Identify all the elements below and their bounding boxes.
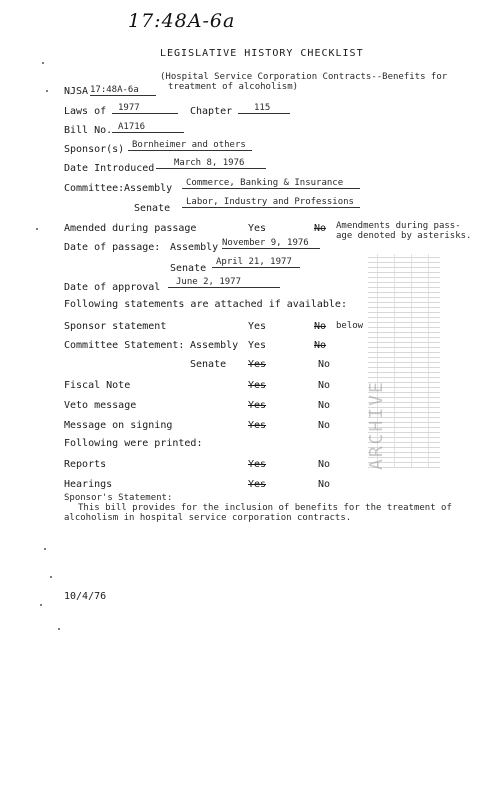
amended-yes: Yes: [248, 223, 267, 234]
hearings-label: Hearings: [64, 479, 113, 490]
reports-label: Reports: [64, 459, 107, 470]
sponsor-value-line: [128, 139, 252, 151]
following-printed-heading: Following were printed:: [64, 438, 203, 449]
committee-statement-senate: Senate: [190, 359, 227, 370]
committee-statement-label: Committee Statement:: [64, 340, 185, 351]
committee-statement-assembly-yes: Yes: [248, 340, 267, 351]
reports-no: No: [318, 459, 331, 470]
committee-senate-value-line: [182, 196, 360, 208]
passage-senate-value-line: [212, 256, 300, 268]
committee-assembly-value: Commerce, Banking & Insurance: [186, 178, 344, 188]
sponsor-statement-line-1: This bill provides for the inclusion of benefits for the treatment of: [78, 503, 452, 513]
committee-statement-senate-no: No: [318, 359, 331, 370]
date-introduced-value-line: [156, 157, 266, 169]
fiscal-note-label: Fiscal Note: [64, 380, 131, 391]
following-attached-heading: Following statements are attached if available:: [64, 299, 347, 310]
description-line-1: (Hospital Service Corporation Contracts--Benefits for: [160, 72, 448, 82]
fiscal-note-yes: Yes: [248, 380, 267, 391]
committee-assembly-value-line: [182, 177, 360, 189]
message-signing-label: Message on signing: [64, 420, 173, 431]
sponsor-statement-note: below: [336, 321, 364, 331]
scan-speck: [58, 628, 60, 630]
scan-speck: [44, 548, 46, 550]
handwritten-statute-number: 17:48A-6a: [128, 10, 236, 32]
faint-stamp-text: ARCHIVE: [366, 380, 387, 470]
veto-message-yes: Yes: [248, 400, 267, 411]
scan-speck: [50, 576, 52, 578]
footer-date: 10/4/76: [64, 591, 107, 602]
njsa-value: 17:48A-6a: [90, 85, 139, 95]
message-signing-no: No: [318, 420, 331, 431]
committee-assembly-label: Assembly: [124, 183, 173, 194]
date-approval-value-line: [168, 276, 280, 288]
passage-assembly-label: Assembly: [170, 242, 219, 253]
passage-assembly-value-line: [222, 237, 320, 249]
passage-senate-label: Senate: [170, 263, 207, 274]
chapter-label: Chapter: [190, 106, 233, 117]
passage-senate-value: April 21, 1977: [216, 257, 292, 267]
sponsor-statement-line-2: alcoholism in hospital service corporation contracts.: [64, 513, 352, 523]
amended-no: No: [314, 223, 327, 234]
bill-no-value-line: [112, 121, 184, 133]
scan-speck: [36, 228, 38, 230]
sponsor-statement-yes: Yes: [248, 321, 267, 332]
sponsor-label: Sponsor(s): [64, 144, 125, 155]
chapter-value-line: [238, 102, 290, 114]
committee-senate-value: Labor, Industry and Professions: [186, 197, 354, 207]
laws-of-value-line: [112, 102, 178, 114]
page-title: LEGISLATIVE HISTORY CHECKLIST: [160, 48, 364, 59]
committee-senate-label: Senate: [134, 203, 171, 214]
message-signing-yes: Yes: [248, 420, 267, 431]
veto-message-label: Veto message: [64, 400, 137, 411]
date-approval-value: June 2, 1977: [176, 277, 242, 287]
date-introduced-label: Date Introduced: [64, 163, 155, 174]
committee-statement-senate-yes: Yes: [248, 359, 267, 370]
njsa-label: NJSA: [64, 86, 89, 97]
sponsor-statement-label: Sponsor statement: [64, 321, 167, 332]
bill-no-value: A1716: [118, 122, 146, 132]
date-introduced-value: March 8, 1976: [174, 158, 245, 168]
laws-of-label: Laws of: [64, 106, 107, 117]
fiscal-note-no: No: [318, 380, 331, 391]
amended-note-line-2: age denoted by asterisks.: [336, 231, 472, 241]
scan-speck: [42, 62, 44, 64]
committee-statement-assembly: Assembly: [190, 340, 239, 351]
laws-of-value: 1977: [118, 103, 140, 113]
njsa-value-line: [90, 84, 156, 96]
amended-label: Amended during passage: [64, 223, 197, 234]
hearings-yes: Yes: [248, 479, 267, 490]
reports-yes: Yes: [248, 459, 267, 470]
amended-note-line-1: Amendments during pass-: [336, 221, 461, 231]
committee-label: Committee:: [64, 183, 125, 194]
passage-assembly-value: November 9, 1976: [222, 238, 309, 248]
sponsor-statement-no: No: [314, 321, 327, 332]
description-line-2: treatment of alcoholism): [168, 82, 299, 92]
chapter-value: 115: [254, 103, 271, 113]
sponsor-statement-heading: Sponsor's Statement:: [64, 493, 173, 503]
veto-message-no: No: [318, 400, 331, 411]
scan-speck: [46, 90, 48, 92]
date-approval-label: Date of approval: [64, 282, 161, 293]
bill-no-label: Bill No.: [64, 125, 113, 136]
committee-statement-assembly-no: No: [314, 340, 327, 351]
scan-speck: [40, 604, 42, 606]
date-passage-label: Date of passage:: [64, 242, 161, 253]
hearings-no: No: [318, 479, 331, 490]
sponsor-value: Bornheimer and others: [132, 140, 246, 150]
